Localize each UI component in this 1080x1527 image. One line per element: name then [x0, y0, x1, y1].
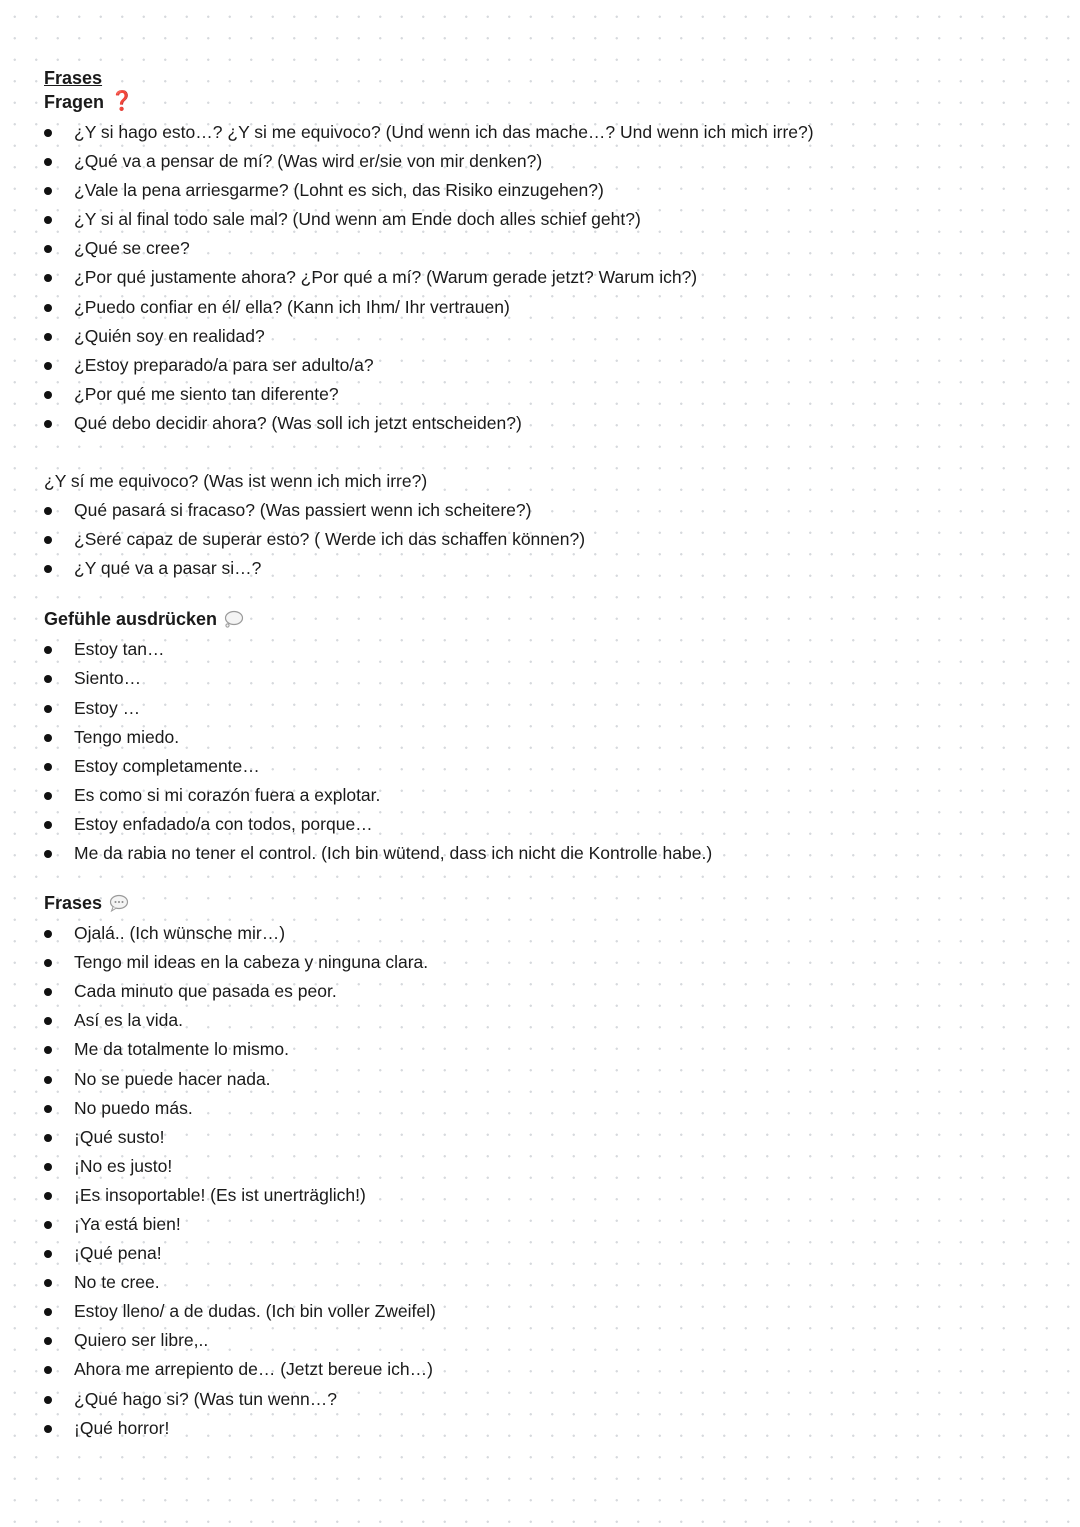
list-item — [44, 1152, 1044, 1181]
fragen-item-text: ¿Por qué justamente ahora? ¿Por qué a mí? (Warum gerade jetzt? Warum ich?) — [74, 267, 698, 288]
fragen-item-text: ¿Qué se cree? — [74, 238, 190, 259]
bullet-icon — [44, 1308, 52, 1316]
list-item — [44, 205, 1044, 234]
frases-item-text: No se puede hacer nada. — [74, 1068, 271, 1089]
list-item — [44, 919, 1044, 948]
equivoco-item-text: ¿Y qué va a pasar si…? — [74, 558, 262, 579]
bullet-icon — [44, 705, 52, 713]
frases-item-text: ¡Ya está bien! — [74, 1214, 181, 1234]
list-item — [44, 1385, 1044, 1414]
list-item — [44, 810, 1044, 839]
frases-item-text: ¡Qué pena! — [74, 1243, 162, 1264]
list-item — [44, 1355, 1044, 1384]
list-item — [44, 1035, 1044, 1064]
bullet-icon — [44, 959, 52, 967]
list-item — [44, 380, 1044, 409]
frases-item-text: Ojalá.. (Ich wünsche mir…) — [74, 923, 286, 944]
bullet-icon — [44, 988, 52, 996]
bullet-icon — [44, 1105, 52, 1113]
bullet-icon — [44, 420, 52, 428]
frases-item-text: Me da totalmente lo mismo. — [74, 1039, 289, 1060]
frases-item-text: No puedo más. — [74, 1097, 193, 1118]
list-item — [44, 118, 1044, 147]
list-item — [44, 694, 1044, 723]
frases-item-text: No te cree. — [74, 1272, 160, 1293]
bullet-icon — [44, 821, 52, 829]
frases-item-text: Cada minuto que pasada es peor. — [74, 981, 337, 1002]
equivoco-line: ¿Y sí me equivoco? (Was ist wenn ich mich irre?) — [44, 471, 428, 492]
bullet-icon — [44, 187, 52, 195]
bullet-icon — [44, 734, 52, 742]
list-item — [44, 147, 1044, 176]
bullet-icon — [44, 930, 52, 938]
frases-item-text: Estoy lleno/ a de dudas. (Ich bin voller Zweifel) — [74, 1301, 436, 1322]
gefuehle-item-text: Es como si mi corazón fuera a explotar. — [74, 784, 381, 805]
gefuehle-heading-label: Gefühle ausdrücken — [44, 609, 218, 630]
list-item — [44, 1123, 1044, 1152]
frases-item-text: ¡Qué susto! — [74, 1126, 165, 1147]
bullet-icon — [44, 1192, 52, 1200]
red-question-mark-icon: ❓ — [110, 91, 134, 112]
frases-heading-label: Frases — [44, 893, 103, 914]
gefuehle-item-text: Estoy completamente… — [74, 755, 260, 776]
list-item — [44, 409, 1044, 438]
frases-item-text: ¡No es justo! — [74, 1155, 173, 1176]
fragen-item-text: ¿Puedo confiar en él/ ella? (Kann ich Ihm/ Ihr vertrauen) — [74, 296, 510, 317]
frases-item-text: ¡Es insoportable! (Es ist unerträglich!) — [74, 1184, 366, 1205]
list-item — [44, 496, 1044, 525]
list-item — [44, 1094, 1044, 1123]
bullet-icon — [44, 1366, 52, 1374]
list-item — [44, 977, 1044, 1006]
gefuehle-item-text: Estoy … — [74, 697, 141, 718]
bullet-icon — [44, 1396, 52, 1404]
gefuehle-list — [44, 635, 1044, 868]
list-item — [44, 293, 1044, 322]
bullet-icon — [44, 274, 52, 282]
bullet-icon — [44, 216, 52, 224]
bullet-icon — [44, 362, 52, 370]
bullet-icon — [44, 1076, 52, 1084]
list-item — [44, 635, 1044, 664]
equivoco-list — [44, 496, 1044, 583]
list-item — [44, 1006, 1044, 1035]
equivoco-item-text: Qué pasará si fracaso? (Was passiert wenn ich scheitere?) — [74, 500, 532, 521]
bullet-icon — [44, 1046, 52, 1054]
fragen-list — [44, 118, 1044, 438]
gefuehle-item-text: Estoy enfadado/a con todos, porque… — [74, 813, 373, 834]
fragen-item-text: ¿Qué va a pensar de mí? (Was wird er/sie von mir denken?) — [74, 151, 543, 172]
list-item — [44, 1239, 1044, 1268]
bullet-icon — [44, 763, 52, 771]
bullet-icon — [44, 333, 52, 341]
bullet-icon — [44, 792, 52, 800]
bullet-icon — [44, 1250, 52, 1258]
fragen-item-text: ¿Y si hago esto…? ¿Y si me equivoco? (Und wenn ich das mache…? Und wenn ich mich irre?) — [74, 122, 814, 142]
bullet-icon — [44, 507, 52, 515]
fragen-heading — [44, 90, 1044, 114]
fragen-item-text: ¿Y si al final todo sale mal? (Und wenn am Ende doch alles schief geht?) — [74, 209, 641, 230]
bullet-icon — [44, 1425, 52, 1433]
bullet-icon — [44, 1337, 52, 1345]
list-item — [44, 525, 1044, 554]
list-item — [44, 1297, 1044, 1326]
bullet-icon — [44, 536, 52, 544]
bullet-icon — [44, 646, 52, 654]
gefuehle-heading — [44, 607, 1044, 631]
list-item — [44, 1326, 1044, 1355]
bullet-icon — [44, 129, 52, 137]
list-item — [44, 948, 1044, 977]
frases-item-text: ¡Qué horror! — [74, 1417, 170, 1438]
speech-bubble-icon — [108, 894, 130, 912]
list-item — [44, 322, 1044, 351]
bullet-icon — [44, 565, 52, 573]
list-item — [44, 1268, 1044, 1297]
fragen-heading-label: Fragen — [44, 92, 105, 112]
fragen-item-text: ¿Por qué me siento tan diferente? — [74, 383, 339, 404]
list-item — [44, 1065, 1044, 1094]
frases-list — [44, 919, 1044, 1443]
bullet-icon — [44, 850, 52, 858]
bullet-icon — [44, 675, 52, 683]
gefuehle-item-text: Me da rabia no tener el control. (Ich bin wütend, dass ich nicht die Kontrolle habe.) — [74, 842, 713, 863]
fragen-item-text: ¿Quién soy en realidad? — [74, 325, 265, 346]
equivoco-item-text: ¿Seré capaz de superar esto? ( Werde ich das schaffen können?) — [74, 529, 586, 550]
fragen-item-text: ¿Estoy preparado/a para ser adulto/a? — [74, 354, 374, 375]
list-item — [44, 839, 1044, 868]
list-item — [44, 752, 1044, 781]
notes-page — [44, 66, 1044, 1443]
page-title: Frases — [44, 68, 103, 88]
frases-item-text: Así es la vida. — [74, 1010, 183, 1031]
bullet-icon — [44, 245, 52, 253]
fragen-item-text: Qué debo decidir ahora? (Was soll ich jetzt entscheiden?) — [74, 412, 522, 433]
bullet-icon — [44, 1163, 52, 1171]
list-item — [44, 1181, 1044, 1210]
gefuehle-item-text: Tengo miedo. — [74, 726, 180, 747]
gefuehle-item-text: Estoy tan… — [74, 639, 165, 660]
list-item — [44, 1210, 1044, 1239]
fragen-item-text: ¿Vale la pena arriesgarme? (Lohnt es sich, das Risiko einzugehen?) — [74, 180, 604, 201]
bullet-icon — [44, 158, 52, 166]
list-item — [44, 176, 1044, 205]
frases-heading — [44, 891, 1044, 915]
list-item — [44, 554, 1044, 583]
bullet-icon — [44, 1017, 52, 1025]
frases-item-text: Ahora me arrepiento de… (Jetzt bereue ich…) — [74, 1359, 433, 1380]
bullet-icon — [44, 1134, 52, 1142]
list-item — [44, 1414, 1044, 1443]
list-item — [44, 781, 1044, 810]
list-item — [44, 664, 1044, 693]
bullet-icon — [44, 1221, 52, 1229]
frases-item-text: Quiero ser libre,.. — [74, 1330, 209, 1351]
bullet-icon — [44, 304, 52, 312]
thought-bubble-icon — [223, 610, 245, 628]
list-item — [44, 263, 1044, 292]
bullet-icon — [44, 391, 52, 399]
bullet-icon — [44, 1279, 52, 1287]
list-item — [44, 234, 1044, 263]
frases-item-text: Tengo mil ideas en la cabeza y ninguna clara. — [74, 952, 429, 973]
list-item — [44, 723, 1044, 752]
list-item — [44, 351, 1044, 380]
frases-item-text: ¿Qué hago si? (Was tun wenn…? — [74, 1388, 337, 1409]
gefuehle-item-text: Siento… — [74, 668, 142, 689]
